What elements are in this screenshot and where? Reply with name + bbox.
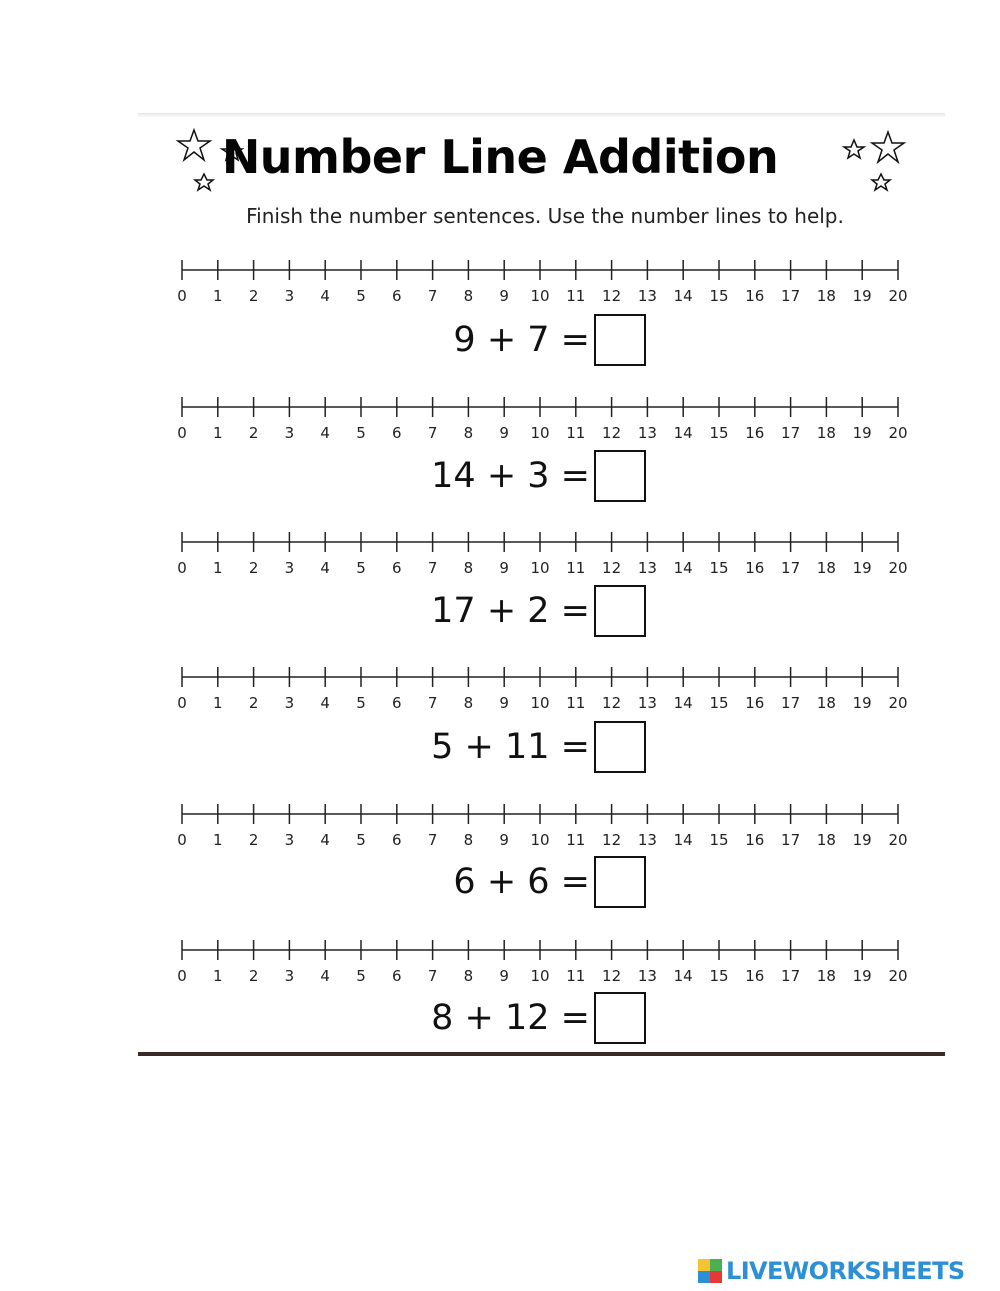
number-line-label: 9 [499,831,509,849]
brand-text: LIVEWORKSHEETS [726,1257,965,1285]
number-line [170,938,910,990]
liveworksheets-brand[interactable] [698,1255,998,1287]
number-line-label: 2 [248,287,259,305]
number-line-label: 15 [709,831,729,849]
number-line-label: 7 [427,694,438,712]
number-line-label: 14 [673,287,693,305]
answer-box[interactable] [594,450,646,502]
number-line-label: 1 [213,967,223,985]
number-line-label: 8 [463,694,474,712]
number-line-label: 15 [709,287,729,305]
number-line-label: 9 [499,559,509,577]
number-line-label: 11 [566,967,586,985]
number-line-label: 6 [392,831,402,849]
number-line-label: 0 [177,831,187,849]
number-line-label: 1 [213,831,223,849]
number-line-label: 1 [213,424,223,442]
number-line-label: 19 [852,287,872,305]
number-line-label: 13 [637,694,657,712]
number-line-label: 12 [602,287,622,305]
number-line-label: 6 [392,694,402,712]
number-line-label: 15 [709,694,729,712]
number-line-label: 3 [284,831,295,849]
number-line-label: 10 [530,967,550,985]
number-line-label: 3 [284,424,295,442]
number-line-label: 17 [781,424,801,442]
answer-box[interactable] [594,992,646,1044]
number-line-label: 20 [888,694,908,712]
number-line-label: 1 [213,559,223,577]
number-line-label: 9 [499,694,509,712]
number-line-label: 9 [499,967,509,985]
number-line-label: 17 [781,559,801,577]
number-line-label: 11 [566,287,586,305]
number-line-label: 6 [392,559,402,577]
number-line-label: 15 [709,967,729,985]
number-line-label: 18 [816,559,836,577]
number-line-label: 6 [392,287,402,305]
number-line-label: 20 [888,424,908,442]
number-line-label: 12 [602,559,622,577]
problem-expression: 17 + 2 = [431,591,590,631]
number-line-label: 17 [781,831,801,849]
number-line-label: 5 [356,287,366,305]
number-line-label: 8 [463,831,474,849]
number-line-label: 14 [673,694,693,712]
number-line-label: 2 [248,831,259,849]
number-line-label: 5 [356,424,366,442]
number-line-label: 16 [745,831,765,849]
number-line-label: 12 [602,831,622,849]
number-line-label: 8 [463,967,474,985]
number-line-label: 0 [177,967,187,985]
number-line-label: 14 [673,967,693,985]
worksheet-instructions: Finish the number sentences. Use the number lines to help. [246,204,844,228]
number-line-label: 0 [177,559,187,577]
number-line-label: 5 [356,831,366,849]
number-line-label: 18 [816,967,836,985]
number-line-label: 7 [427,559,438,577]
number-line-label: 0 [177,424,187,442]
problem-expression: 8 + 12 = [431,998,590,1038]
number-line-label: 16 [745,424,765,442]
number-line-label: 13 [637,287,657,305]
number-line-label: 4 [320,424,330,442]
number-line-label: 18 [816,694,836,712]
number-line-label: 14 [673,424,693,442]
number-line-label: 20 [888,831,908,849]
number-line-label: 16 [745,287,765,305]
number-line-label: 16 [745,967,765,985]
number-line-label: 18 [816,831,836,849]
number-line-label: 10 [530,424,550,442]
number-line-label: 2 [248,694,259,712]
number-line [170,802,910,854]
number-line-label: 4 [320,694,330,712]
number-line-label: 0 [177,287,187,305]
number-line-label: 3 [284,559,295,577]
answer-box[interactable] [594,856,646,908]
number-line-label: 10 [530,559,550,577]
number-line-label: 17 [781,287,801,305]
answer-box[interactable] [594,585,646,637]
number-line-label: 11 [566,424,586,442]
number-line-label: 7 [427,831,438,849]
number-line-label: 7 [427,424,438,442]
number-line-label: 17 [781,694,801,712]
number-line-label: 7 [427,287,438,305]
number-line-label: 2 [248,424,259,442]
number-line-label: 1 [213,287,223,305]
number-line-label: 4 [320,831,330,849]
number-line-label: 11 [566,694,586,712]
number-line-label: 20 [888,287,908,305]
problem-expression: 5 + 11 = [431,727,590,767]
number-line-label: 13 [637,831,657,849]
number-line-label: 8 [463,287,474,305]
bottom-rule [138,1052,945,1056]
number-line-label: 12 [602,694,622,712]
number-line-label: 18 [816,424,836,442]
number-line-label: 3 [284,967,295,985]
number-line-label: 4 [320,287,330,305]
number-line-label: 13 [637,424,657,442]
number-line-label: 15 [709,559,729,577]
number-line-label: 5 [356,967,366,985]
number-line-label: 19 [852,694,872,712]
liveworksheets-logo-icon [698,1259,722,1283]
number-line-label: 2 [248,559,259,577]
number-line-label: 8 [463,424,474,442]
number-line-label: 11 [566,831,586,849]
number-line-label: 11 [566,559,586,577]
problem-expression: 14 + 3 = [431,456,590,496]
number-line-label: 14 [673,559,693,577]
number-line-label: 19 [852,831,872,849]
number-line-label: 0 [177,694,187,712]
number-line-label: 16 [745,559,765,577]
number-line-label: 13 [637,967,657,985]
number-line-label: 18 [816,287,836,305]
number-line-label: 19 [852,559,872,577]
number-line-label: 5 [356,559,366,577]
number-line-label: 10 [530,694,550,712]
number-line-label: 8 [463,559,474,577]
worksheet-title: Number Line Addition [221,130,779,184]
page-top-edge [138,113,945,118]
number-line-label: 4 [320,967,330,985]
number-line-label: 20 [888,559,908,577]
number-line-label: 19 [852,424,872,442]
problem-expression: 6 + 6 = [453,862,590,902]
number-line-label: 16 [745,694,765,712]
answer-box[interactable] [594,721,646,773]
worksheet-page [138,113,945,1055]
number-line-label: 1 [213,694,223,712]
number-line-label: 4 [320,559,330,577]
number-line [170,530,910,582]
number-line-label: 12 [602,967,622,985]
number-line-label: 7 [427,967,438,985]
number-line-label: 5 [356,694,366,712]
number-line-label: 3 [284,694,295,712]
number-line [170,258,910,310]
number-line-label: 6 [392,967,402,985]
number-line-label: 14 [673,831,693,849]
number-line-label: 2 [248,967,259,985]
number-line-label: 6 [392,424,402,442]
number-line-label: 9 [499,424,509,442]
number-line-label: 13 [637,559,657,577]
number-line-label: 20 [888,967,908,985]
number-line-label: 10 [530,831,550,849]
number-line-label: 10 [530,287,550,305]
number-line [170,395,910,447]
number-line-label: 3 [284,287,295,305]
number-line [170,665,910,717]
number-line-label: 12 [602,424,622,442]
number-line-label: 15 [709,424,729,442]
problem-expression: 9 + 7 = [453,320,590,360]
number-line-label: 9 [499,287,509,305]
answer-box[interactable] [594,314,646,366]
number-line-label: 19 [852,967,872,985]
number-line-label: 17 [781,967,801,985]
